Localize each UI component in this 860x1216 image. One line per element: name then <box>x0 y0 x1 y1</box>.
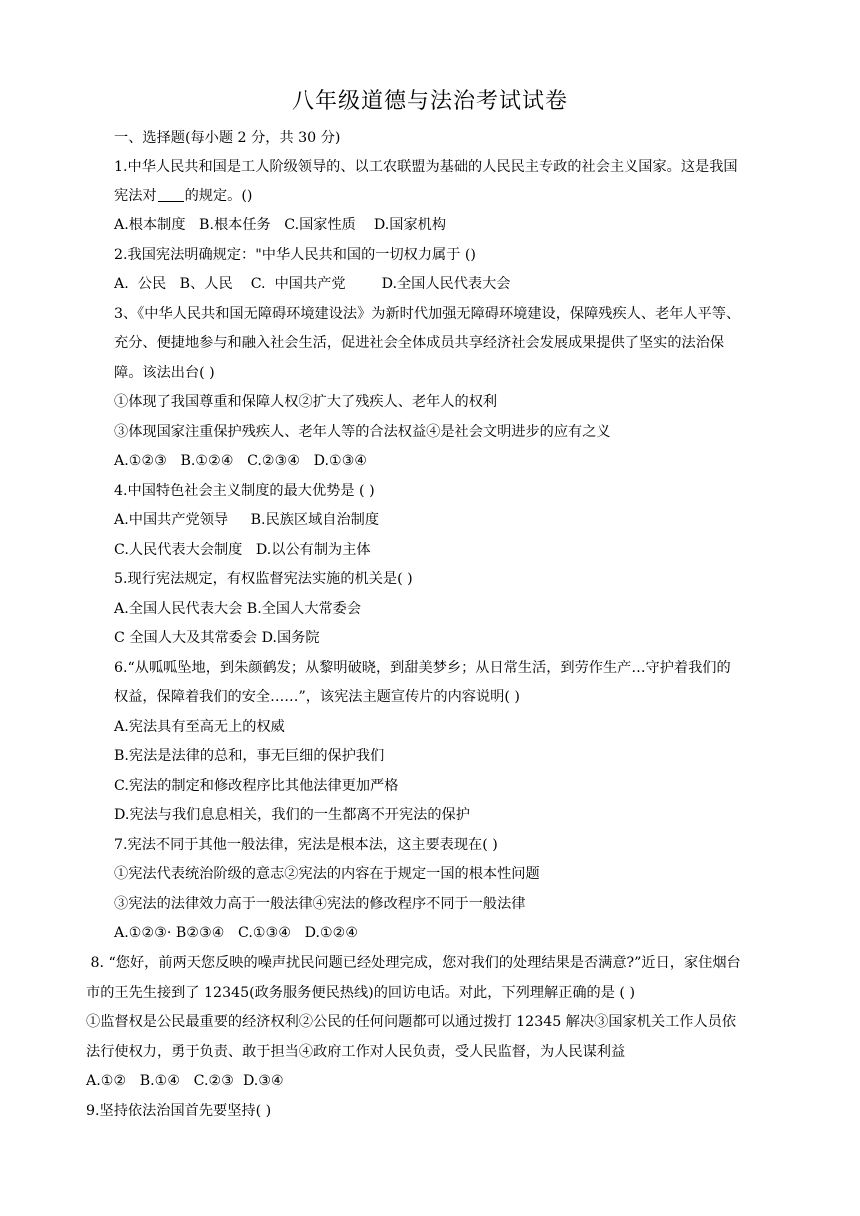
q9-stem: 9.坚持依法治国首先要坚持( ) <box>86 1103 272 1119</box>
q7-options: A.①②③· B②③④ C.①③④ D.①②④ <box>114 925 359 941</box>
q8-item-line2: 法行使权力，勇于负责、敢于担当④政府工作对人民负责，受人民监督，为人民谋利益 <box>86 1044 626 1060</box>
q7-item-1: ①宪法代表统治阶级的意志②宪法的内容在于规定一国的根本性问题 <box>114 866 540 882</box>
q3-stem-line1: 3、《中华人民共和国无障碍环境建设法》为新时代加强无障碍环境建设，保障残疾人、老年人平等、 <box>114 306 741 322</box>
q4-options-line2: C.人民代表大会制度 D.以公有制为主体 <box>114 542 371 558</box>
q6-stem-line1: 6.“从呱呱坠地，到朱颜鹤发；从黎明破晓，到甜美梦乡；从日常生活，到劳作生产…守护着我们的 <box>114 660 731 676</box>
q2-options: A. 公民 B、人民 C. 中国共产党 D.全国人民代表大会 <box>114 276 511 292</box>
q5-stem: 5.现行宪法规定，有权监督宪法实施的机关是( ) <box>114 571 413 587</box>
q4-options-line1: A.中国共产党领导 B.民族区域自治制度 <box>114 512 380 528</box>
q8-item-line1: ①监督权是公民最重要的经济权利②公民的任何问题都可以通过拨打 12345 解决③国家机关工作人员依 <box>86 1014 737 1030</box>
q3-item-1: ①体现了我国尊重和保障人权②扩大了残疾人、老年人的权利 <box>114 394 498 410</box>
q5-options-line2: C 全国人大及其常委会 D.国务院 <box>114 630 320 646</box>
q4-stem: 4.中国特色社会主义制度的最大优势是 ( ) <box>114 483 375 499</box>
q1-stem-post: 的规定。() <box>184 188 253 204</box>
q6-option-b: B.宪法是法律的总和，事无巨细的保护我们 <box>114 748 385 764</box>
q1-stem-pre: 宪法对 <box>114 188 157 204</box>
q3-item-2: ③体现国家注重保护残疾人、老年人等的合法权益④是社会文明进步的应有之义 <box>114 424 611 440</box>
q6-option-c: C.宪法的制定和修改程序比其他法律更加严格 <box>114 778 399 794</box>
q2-stem: 2.我国宪法明确规定："中华人民共和国的一切权力属于 () <box>114 247 476 263</box>
q6-stem-line2: 权益，保障着我们的安全……”，该宪法主题宣传片的内容说明( ) <box>114 689 520 705</box>
section-heading: 一、选择题(每小题 2 分，共 30 分) <box>114 130 341 146</box>
q8-stem-line2: 市的王先生接到了 12345(政务服务便民热线)的回访电话。对此，下列理解正确的是 ( ) <box>86 985 635 1001</box>
q5-options-line1: A.全国人民代表大会 B.全国人大常委会 <box>114 601 362 617</box>
q6-option-a: A.宪法具有至高无上的权威 <box>114 719 285 735</box>
q6-option-d: D.宪法与我们息息相关，我们的一生都离不开宪法的保护 <box>114 807 470 823</box>
q1-stem-line2 <box>114 186 252 206</box>
answer-blank <box>158 187 184 202</box>
q8-stem-line1: 8. “您好，前两天您反映的噪声扰民问题已经处理完成，您对我们的处理结果是否满意?”近日，家住烟台 <box>86 955 741 971</box>
q8-options: A.①② B.①④ C.②③ D.③④ <box>86 1073 284 1089</box>
q3-stem-line3: 障。该法出台( ) <box>114 365 215 381</box>
q3-stem-line2: 充分、便捷地参与和融入社会生活，促进社会全体成员共享经济社会发展成果提供了坚实的法治保 <box>114 335 725 351</box>
q1-options: A.根本制度 B.根本任务 C.国家性质 D.国家机构 <box>114 217 447 233</box>
q7-item-2: ③宪法的法律效力高于一般法律④宪法的修改程序不同于一般法律 <box>114 896 526 912</box>
q1-stem-line1: 1.中华人民共和国是工人阶级领导的、以工农联盟为基础的人民民主专政的社会主义国家。这是我国 <box>114 159 738 175</box>
q3-options: A.①②③ B.①②④ C.②③④ D.①③④ <box>114 453 368 469</box>
exam-title: 八年级道德与法治考试试卷 <box>291 89 568 114</box>
q7-stem: 7.宪法不同于其他一般法律，宪法是根本法，这主要表现在( ) <box>114 837 498 853</box>
